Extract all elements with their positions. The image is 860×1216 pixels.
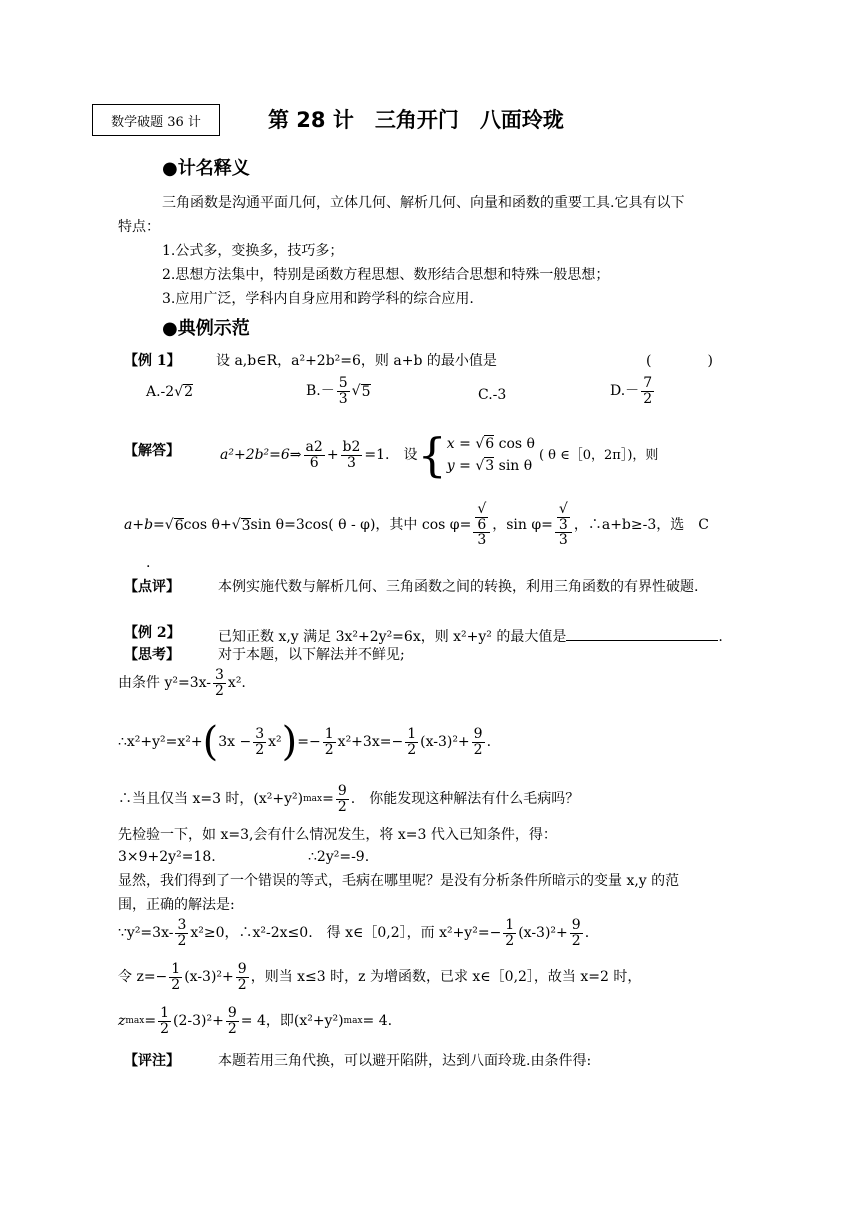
derivation-line-10: z max = $\frac{1}{2}$ (2-3)²+ $\frac{9}{2}$ = 4，即(x²+y²) max = 4. xyxy=(118,1005,393,1037)
answer-fraction-2 xyxy=(341,440,363,470)
note-label: 【评注】 xyxy=(124,1053,180,1069)
answer-line1 xyxy=(220,428,659,482)
derivation-line-8: ∵y²=3x- $\frac{3}{2}$ x²≥0，∴x²-2x≤0. 得 x∈［0,2］，而 x²+y²=− $\frac{1}{2}$ (x-3)²+ $\frac{9}{2}$ . xyxy=(118,917,590,949)
example1-question: 设 a,b∈R，a²+2b²=6，则 a+b 的最小值是 xyxy=(216,353,497,369)
derivation-line-3: ∴当且仅当 x=3 时，(x²+y²) max = $\frac{9}{2}$ . 你能发现这种解法有什么毛病吗？ xyxy=(118,783,580,815)
answer-label: 【解答】 xyxy=(124,443,180,459)
fraction-numerator: 7 xyxy=(643,375,653,391)
answer-blank[interactable] xyxy=(566,626,718,641)
fraction-denominator: 6 xyxy=(309,454,319,471)
cos-phi-fraction: √ $\frac{6}{3}$ xyxy=(473,502,490,548)
derivation-line-7: 围，正确的解法是: xyxy=(118,897,235,913)
derivation-line-6: 显然，我们得到了一个错误的等式，毛病在哪里呢？是没有分析条件所暗示的变量 x,y 的范 xyxy=(118,873,680,889)
series-tag: 数学破题 36 计 xyxy=(92,104,220,136)
option-d-fraction xyxy=(641,376,654,406)
derivation-line-1: 由条件 y²=3x- $\frac{3}{2}$ x². xyxy=(118,667,246,699)
equation-system xyxy=(447,433,535,478)
intro-paragraph-line2: 特点： xyxy=(118,219,160,235)
option-a-radicand: 2 xyxy=(184,384,194,400)
sqrt-sign xyxy=(174,385,183,399)
sqrt-sign xyxy=(352,384,361,398)
section-heading-examples: ●典例示范 xyxy=(162,318,250,339)
fraction-numerator: a2 xyxy=(305,438,323,455)
option-c: C.-3 xyxy=(478,387,507,403)
option-a xyxy=(146,384,193,399)
option-d xyxy=(610,376,656,406)
derivation-line-4: 先检验一下，如 x=3,会有什么情况发生，将 x=3 代入已知条件，得： xyxy=(118,827,557,843)
comment-text: 本例实施代数与解析几何、三角函数之间的转换，利用三角函数的有界性破题. xyxy=(218,579,699,595)
think-label: 【思考】 xyxy=(124,647,180,663)
fraction-denominator: 3 xyxy=(347,454,356,471)
fraction-numerator: b2 xyxy=(342,438,361,455)
option-b-text: B.－ xyxy=(306,383,335,400)
theta-range: ( θ ∈［0，2π］)，则 xyxy=(538,447,659,463)
intro-item-2: 2.思想方法集中，特别是函数方程思想、数形结合思想和特殊一般思想； xyxy=(162,267,610,283)
option-b-fraction xyxy=(337,376,350,406)
derivation-line-9: 令 z=− $\frac{1}{2}$ (x-3)²+ $\frac{9}{2}$ ，则当 x≤3 时，z 为增函数，已求 x∈［0,2］，故当 x=2 时， xyxy=(118,961,642,993)
derivation-line-5b: ∴2y²=-9. xyxy=(308,849,370,865)
fraction-denominator: 2 xyxy=(643,390,653,407)
option-d-text: D.－ xyxy=(610,383,640,400)
system-brace: { xyxy=(417,428,447,482)
answer-plus: + xyxy=(326,447,339,463)
think-text: 对于本题，以下解法并不鲜见; xyxy=(218,647,405,663)
system-line-2: y = √ 3 sin θ xyxy=(447,455,535,477)
derivation-line-2: ∴x²+y²=x²+ ( 3x − $\frac{3}{2}$ x² ) =− $\frac{1}{2}$ x²+3x=− $\frac{1}{2}$ (x-3)²+ $\frac{9}{2}$ . xyxy=(118,719,492,765)
note-text: 本题若用三角代换，可以避开陷阱，达到八面玲珑.由条件得: xyxy=(218,1053,592,1069)
fraction-denominator: 3 xyxy=(338,390,348,407)
section-heading-meaning: ●计名释义 xyxy=(162,158,250,179)
answer-line2-dot: . xyxy=(146,555,151,571)
comment-label: 【点评】 xyxy=(124,579,180,595)
sin-phi-fraction: √ $\frac{3}{3}$ xyxy=(555,502,572,548)
option-b xyxy=(306,376,371,406)
answer-eq: =1. 设 xyxy=(364,447,418,463)
answer-line2: a+b= √ 6 cos θ+ √ 3 sin θ=3cos( θ - φ)，其中 cos φ= √ $\frac{6}{3}$ ，sin φ= √ $\frac{3}{3}$ ，∴a+b≥-3，选 C xyxy=(124,502,709,548)
example2-question: 已知正数 x,y 满足 3x²+2y²=6x，则 x²+y² 的最大值是 . xyxy=(218,626,723,644)
intro-item-1: 1.公式多，变换多，技巧多； xyxy=(162,243,344,259)
answer-paren: ( ) xyxy=(646,353,713,369)
answer-pre: a²+2b²=6⇒ xyxy=(220,447,302,463)
fraction-numerator: 5 xyxy=(338,375,348,391)
example1-label: 【例 1】 xyxy=(124,353,181,369)
system-line-1: x = √ 6 cos θ xyxy=(447,433,535,455)
page-title: 第 28 计 三角开门 八面玲珑 xyxy=(268,108,564,132)
intro-item-3: 3.应用广泛，学科内自身应用和跨学科的综合应用. xyxy=(162,291,474,307)
example2-label: 【例 2】 xyxy=(124,625,181,641)
derivation-line-5a: 3×9+2y²=18. xyxy=(118,849,216,865)
option-a-text: A.-2 xyxy=(146,383,175,400)
option-b-radicand: 5 xyxy=(361,383,371,400)
answer-fraction-1 xyxy=(304,440,325,470)
intro-paragraph-line1: 三角函数是沟通平面几何，立体几何、解析几何、向量和函数的重要工具.它具有以下 xyxy=(162,195,685,211)
